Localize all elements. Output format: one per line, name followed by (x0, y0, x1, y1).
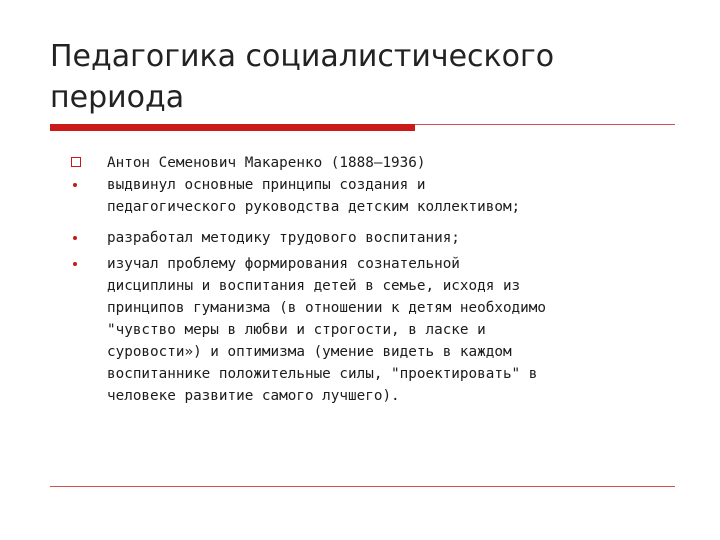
bullet-text-line: Антон Семенович Макаренко (1888–1936) (107, 155, 426, 171)
dot-bullet-icon (73, 262, 77, 266)
bullet-text-line: выдвинул основные принципы создания и (107, 177, 426, 193)
bullet-text (107, 253, 667, 407)
square-bullet-icon (71, 157, 81, 167)
bullet-text-line: суровости») и оптимизма (умение видеть в каждом (107, 344, 512, 360)
bullet-text (107, 152, 667, 174)
footer-divider (50, 486, 675, 487)
bullet-text (107, 174, 667, 218)
dot-bullet-icon (73, 236, 77, 240)
bullet-text-line: человеке развитие самого лучшего). (107, 388, 400, 404)
bullet-text-line: воспитаннике положительные силы, "проектировать" в (107, 366, 538, 382)
bullet-text-line: изучал проблему формирования сознательной (107, 256, 460, 272)
slide-title-line-1: Педагогика социалистического (50, 39, 555, 74)
bullet-text-line: принципов гуманизма (в отношении к детям необходимо (107, 300, 546, 316)
slide-title-line-2: периода (50, 80, 185, 115)
bullet-text-line: дисциплины и воспитания детей в семье, исходя из (107, 278, 521, 294)
bullet-text-line: "чувство меры в любви и строгости, в ласке и (107, 322, 486, 338)
slide-title (50, 36, 690, 118)
bullet-text-line: педагогического руководства детским коллективом; (107, 199, 521, 215)
dot-bullet-icon (73, 183, 77, 187)
bullet-text (107, 227, 667, 249)
title-underline-accent (50, 124, 415, 131)
bullet-text-line: разработал методику трудового воспитания; (107, 230, 460, 246)
